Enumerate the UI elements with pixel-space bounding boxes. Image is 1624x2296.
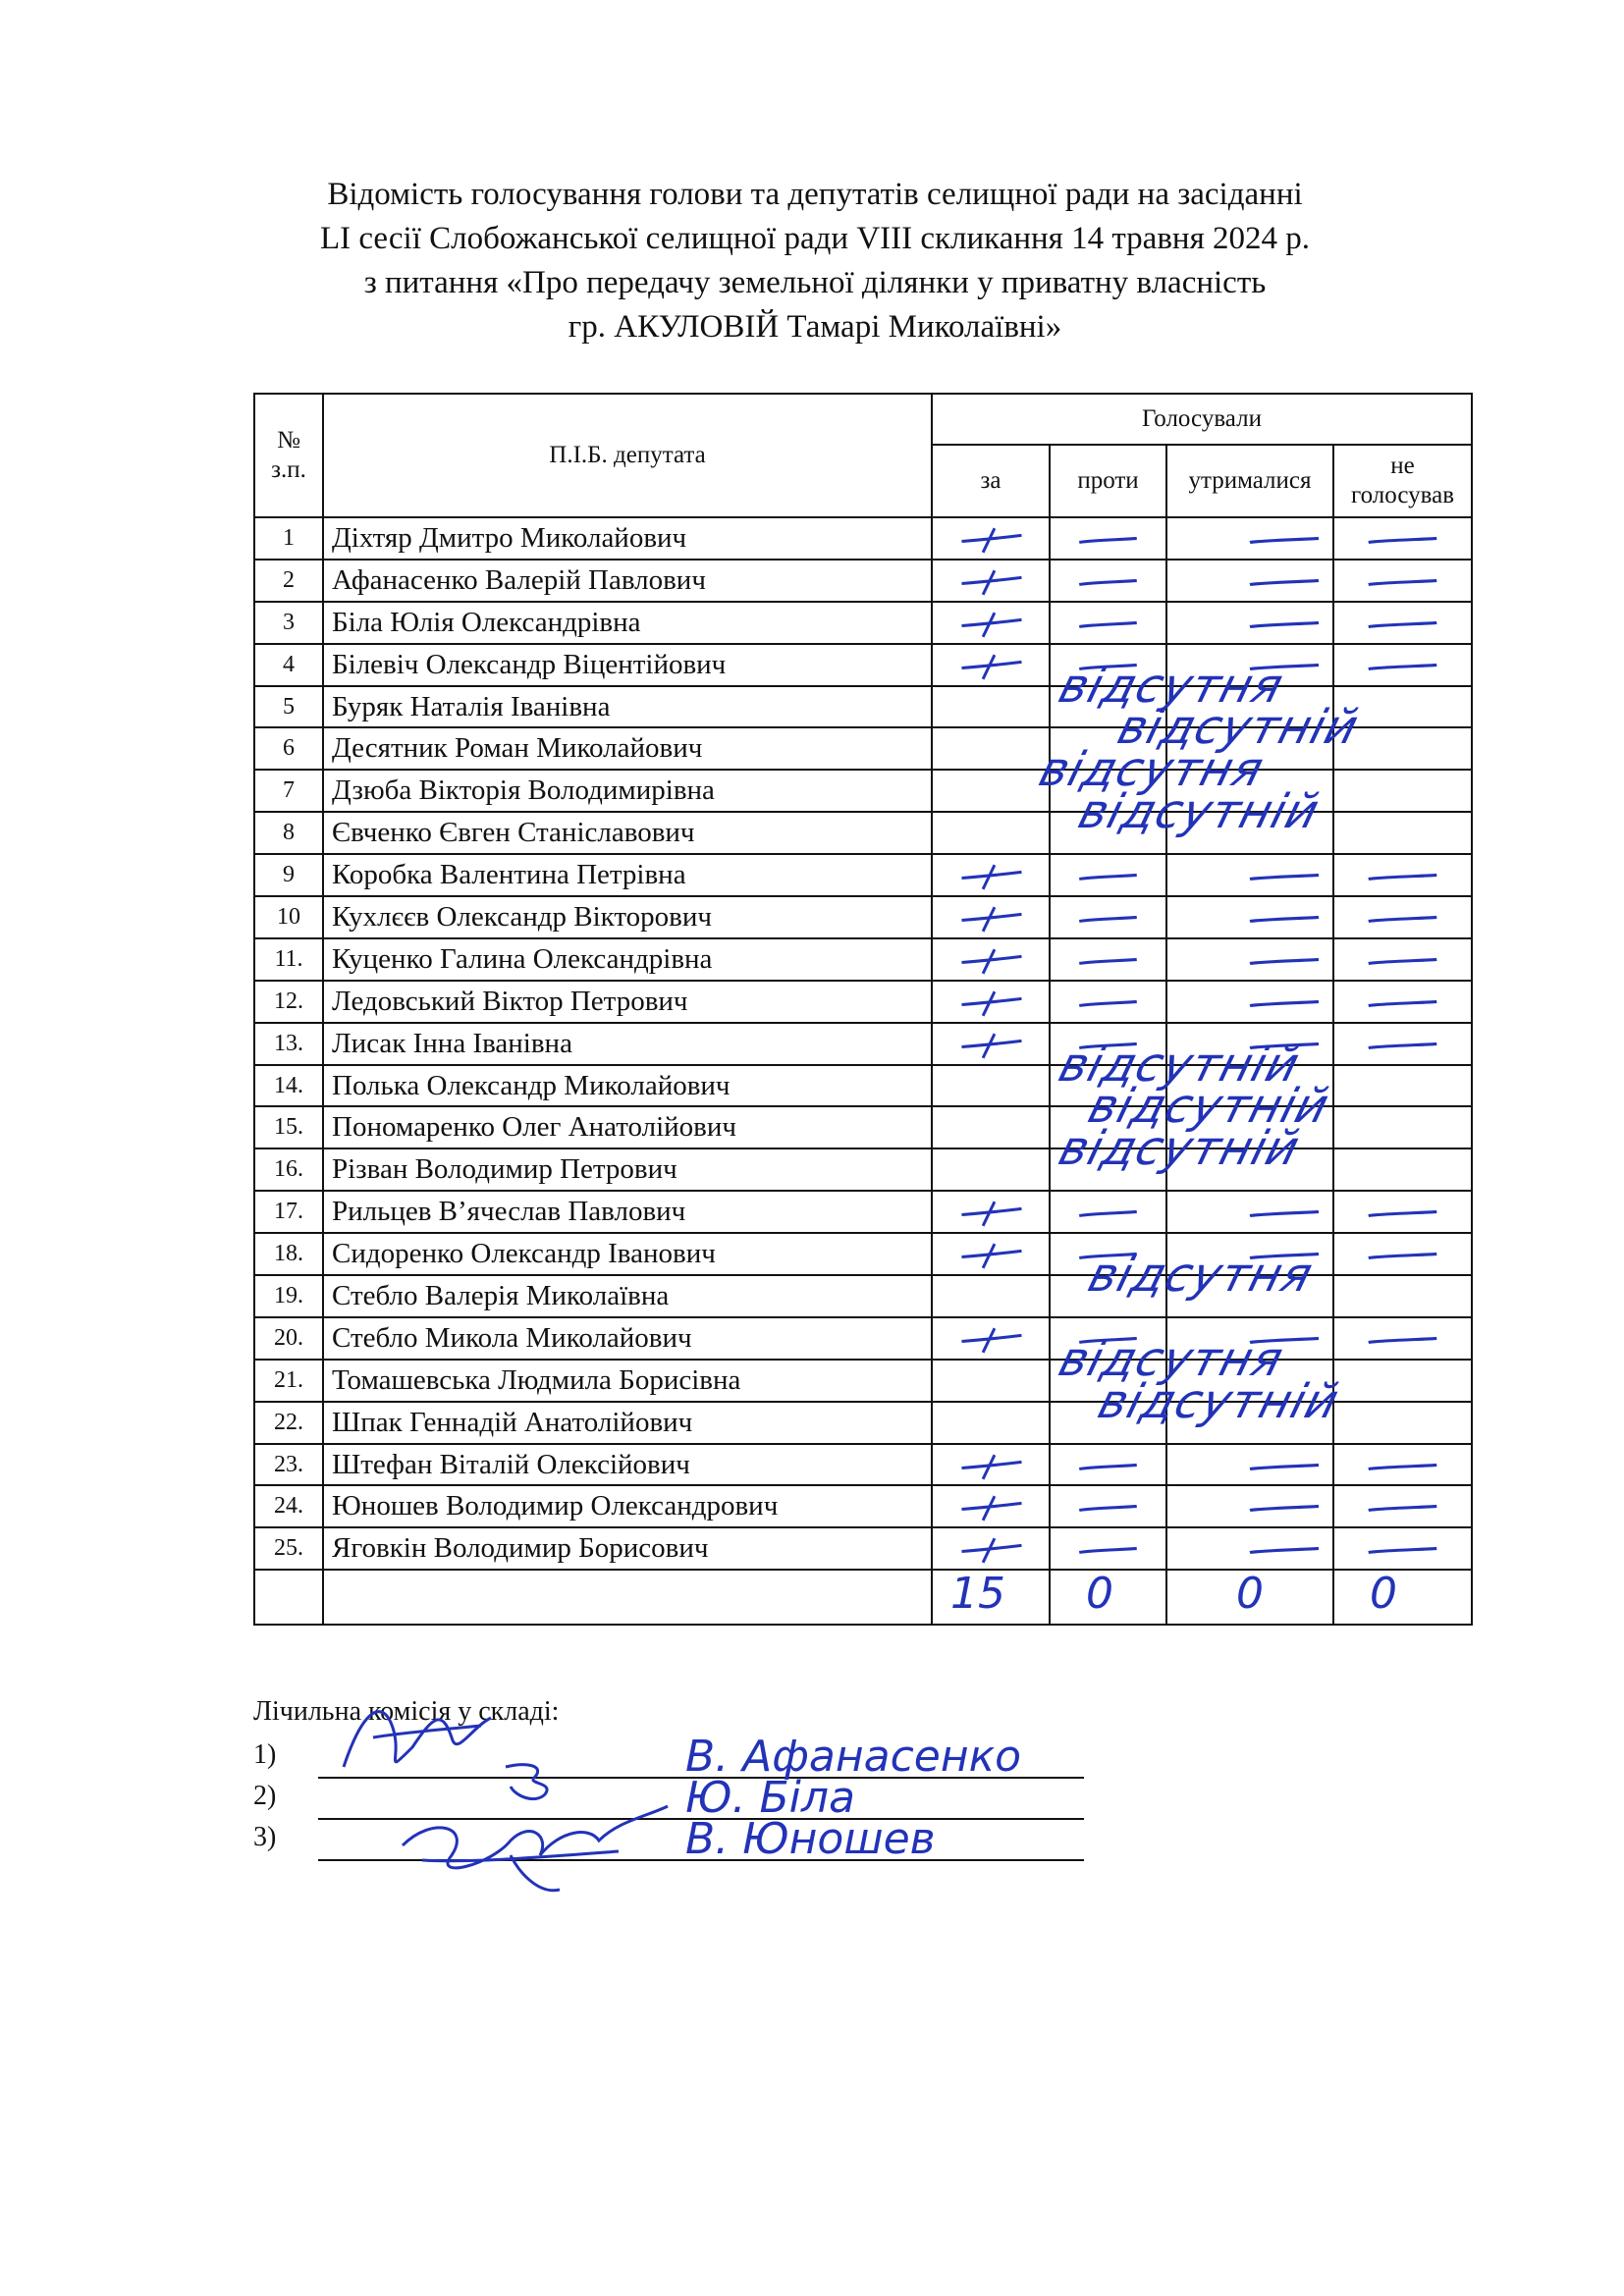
vote-abstained-cell [1166, 981, 1333, 1023]
member-name: В. Юношев [685, 1814, 936, 1864]
vote-against-cell [1050, 1275, 1166, 1317]
dash-mark [1334, 1528, 1471, 1569]
total-abstained [1166, 1570, 1333, 1625]
vote-not-voted-cell [1333, 896, 1472, 938]
dash-mark [1334, 1234, 1471, 1274]
dash-mark [1051, 1486, 1165, 1526]
total-not-voted [1333, 1570, 1472, 1625]
table-row [254, 1275, 1472, 1317]
vote-abstained-cell [1166, 938, 1333, 981]
row-number: 2 [254, 560, 323, 602]
vote-abstained-cell [1166, 1402, 1333, 1444]
title-line-4: гр. АКУЛОВІЙ Тамарі Миколаївні» [568, 309, 1062, 345]
vote-for-cell [932, 1191, 1050, 1233]
deputy-name: Юношев Володимир Олександрович [323, 1485, 932, 1527]
table-row [254, 770, 1472, 812]
vote-not-voted-cell [1333, 1402, 1472, 1444]
vote-against-cell [1050, 896, 1166, 938]
absent-note: відсутня [1082, 1248, 1320, 1304]
plus-mark [933, 982, 1049, 1022]
vote-for-cell [932, 1065, 1050, 1107]
deputy-name: Афанасенко Валерій Павлович [323, 560, 932, 602]
plus-mark [933, 855, 1049, 895]
dash-mark [1167, 855, 1332, 895]
totals-number-cell [254, 1570, 323, 1625]
vote-for-cell [932, 1444, 1050, 1486]
vote-abstained-cell [1166, 560, 1333, 602]
row-number: 18. [254, 1233, 323, 1275]
vote-against-cell [1050, 602, 1166, 644]
total-abstained-value: 0 [1236, 1569, 1264, 1620]
row-number: 24. [254, 1485, 323, 1527]
table-row [254, 1485, 1472, 1527]
vote-not-voted-cell [1333, 854, 1472, 896]
vote-not-voted-cell [1333, 1485, 1472, 1527]
dash-mark [1167, 1234, 1332, 1274]
vote-abstained-cell [1166, 1191, 1333, 1233]
dash-mark [1334, 518, 1471, 559]
deputy-name: Кухлєєв Олександр Вікторович [323, 896, 932, 938]
total-not-voted-value: 0 [1370, 1569, 1397, 1620]
row-number: 7 [254, 770, 323, 812]
dash-mark [1167, 561, 1332, 601]
deputy-name: Рильцев В’ячеслав Павлович [323, 1191, 932, 1233]
table-row [254, 602, 1472, 644]
absent-note: відсутня [1053, 1331, 1290, 1387]
totals-row [254, 1570, 1472, 1625]
dash-mark [1051, 982, 1165, 1022]
deputy-name: Стебло Валерія Миколаївна [323, 1275, 932, 1317]
deputy-name: Пономаренко Олег Анатолійович [323, 1106, 932, 1148]
vote-not-voted-cell [1333, 1360, 1472, 1402]
vote-for-cell [932, 1233, 1050, 1275]
vote-abstained-cell [1166, 602, 1333, 644]
vote-not-voted-cell [1333, 812, 1472, 854]
row-number: 9 [254, 854, 323, 896]
row-number: 16. [254, 1148, 323, 1191]
vote-abstained-cell [1166, 1233, 1333, 1275]
table-row [254, 560, 1472, 602]
deputy-name: Десятник Роман Миколайович [323, 727, 932, 770]
vote-against-cell [1050, 1148, 1166, 1191]
title-line-2: LI сесії Слобожанської селищної ради VIII скликання 14 травня 2024 р. [319, 221, 1310, 256]
vote-for-cell [932, 644, 1050, 686]
deputy-name: Штефан Віталій Олексійович [323, 1444, 932, 1486]
plus-mark [933, 1024, 1049, 1064]
dash-mark [1167, 645, 1332, 685]
document-title [245, 173, 1384, 349]
dash-mark [1051, 1234, 1165, 1274]
total-against [1050, 1570, 1166, 1625]
dash-mark [1051, 1318, 1165, 1359]
plus-mark [933, 1445, 1049, 1485]
row-number: 5 [254, 686, 323, 728]
table-row [254, 812, 1472, 854]
vote-for-cell [932, 896, 1050, 938]
dash-mark [1051, 645, 1165, 685]
vote-for-cell [932, 560, 1050, 602]
row-number: 22. [254, 1402, 323, 1444]
table-row [254, 1402, 1472, 1444]
vote-abstained-cell [1166, 1527, 1333, 1570]
dash-mark [1334, 982, 1471, 1022]
dash-mark [1167, 1192, 1332, 1232]
dash-mark [1051, 603, 1165, 643]
vote-not-voted-cell [1333, 1317, 1472, 1360]
vote-against-cell [1050, 1527, 1166, 1570]
vote-for-cell [932, 1485, 1050, 1527]
vote-abstained-cell [1166, 686, 1333, 728]
dash-mark [1167, 939, 1332, 980]
table-row [254, 1106, 1472, 1148]
dash-mark [1334, 1318, 1471, 1359]
table-row [254, 854, 1472, 896]
row-number: 11. [254, 938, 323, 981]
table-row [254, 981, 1472, 1023]
row-number: 1 [254, 517, 323, 560]
plus-mark [933, 939, 1049, 980]
table-row [254, 1023, 1472, 1065]
vote-not-voted-cell [1333, 1023, 1472, 1065]
plus-mark [933, 645, 1049, 685]
header-abstained: утрималися [1166, 445, 1333, 517]
deputy-name: Коробка Валентина Петрівна [323, 854, 932, 896]
dash-mark [1334, 1192, 1471, 1232]
vote-against-cell [1050, 1444, 1166, 1486]
vote-against-cell [1050, 686, 1166, 728]
vote-abstained-cell [1166, 1275, 1333, 1317]
vote-for-cell [932, 1402, 1050, 1444]
deputy-name: Полька Олександр Миколайович [323, 1065, 932, 1107]
vote-not-voted-cell [1333, 1275, 1472, 1317]
table-row [254, 727, 1472, 770]
dash-mark [1051, 1192, 1165, 1232]
dash-mark [1051, 518, 1165, 559]
vote-not-voted-cell [1333, 770, 1472, 812]
vote-against-cell [1050, 1023, 1166, 1065]
row-number: 17. [254, 1191, 323, 1233]
vote-not-voted-cell [1333, 602, 1472, 644]
header-against: проти [1050, 445, 1166, 517]
vote-abstained-cell [1166, 1023, 1333, 1065]
deputy-name: Лисак Інна Іванівна [323, 1023, 932, 1065]
vote-abstained-cell [1166, 1360, 1333, 1402]
table-row [254, 896, 1472, 938]
row-number: 23. [254, 1444, 323, 1486]
vote-abstained-cell [1166, 727, 1333, 770]
vote-abstained-cell [1166, 1485, 1333, 1527]
plus-mark [933, 561, 1049, 601]
absent-note: відсутня [1053, 658, 1290, 714]
row-number: 25. [254, 1527, 323, 1570]
plus-mark [933, 1192, 1049, 1232]
vote-abstained-cell [1166, 1444, 1333, 1486]
dash-mark [1334, 1024, 1471, 1064]
deputy-name: Шпак Геннадій Анатолійович [323, 1402, 932, 1444]
vote-against-cell [1050, 1191, 1166, 1233]
dash-mark [1334, 1445, 1471, 1485]
vote-for-cell [932, 727, 1050, 770]
table-row [254, 517, 1472, 560]
row-number: 3 [254, 602, 323, 644]
vote-against-cell [1050, 644, 1166, 686]
deputy-name: Біла Юлія Олександрівна [323, 602, 932, 644]
dash-mark [1167, 1528, 1332, 1569]
vote-abstained-cell [1166, 812, 1333, 854]
table-row [254, 1233, 1472, 1275]
absent-note: відсутній [1111, 700, 1365, 756]
vote-not-voted-cell [1333, 1148, 1472, 1191]
vote-against-cell [1050, 854, 1166, 896]
vote-abstained-cell [1166, 854, 1333, 896]
table-row [254, 1360, 1472, 1402]
absent-note: відсутній [1092, 1373, 1345, 1429]
dash-mark [1167, 518, 1332, 559]
dash-mark [1167, 1024, 1332, 1064]
row-number: 15. [254, 1106, 323, 1148]
vote-not-voted-cell [1333, 644, 1472, 686]
deputy-name: Куценко Галина Олександрівна [323, 938, 932, 981]
voting-table-body [254, 517, 1472, 1570]
vote-for-cell [932, 938, 1050, 981]
vote-against-cell [1050, 517, 1166, 560]
dash-mark [1051, 1445, 1165, 1485]
member-index: 3) [253, 1822, 277, 1852]
vote-against-cell [1050, 1360, 1166, 1402]
plus-mark [933, 1528, 1049, 1569]
row-number: 20. [254, 1317, 323, 1360]
vote-against-cell [1050, 938, 1166, 981]
vote-not-voted-cell [1333, 981, 1472, 1023]
table-row [254, 1317, 1472, 1360]
row-number: 13. [254, 1023, 323, 1065]
vote-against-cell [1050, 560, 1166, 602]
vote-not-voted-cell [1333, 1065, 1472, 1107]
dash-mark [1334, 561, 1471, 601]
row-number: 14. [254, 1065, 323, 1107]
dash-mark [1051, 939, 1165, 980]
plus-mark [933, 603, 1049, 643]
plus-mark [933, 1486, 1049, 1526]
vote-abstained-cell [1166, 770, 1333, 812]
header-number: № з.п. [254, 394, 323, 517]
dash-mark [1051, 897, 1165, 937]
dash-mark [1051, 855, 1165, 895]
dash-mark [1167, 1445, 1332, 1485]
deputy-name: Яговкін Володимир Борисович [323, 1527, 932, 1570]
vote-abstained-cell [1166, 1148, 1333, 1191]
total-for-value: 15 [950, 1569, 1005, 1620]
deputy-name: Ледовський Віктор Петрович [323, 981, 932, 1023]
vote-against-cell [1050, 812, 1166, 854]
deputy-name: Стебло Микола Миколайович [323, 1317, 932, 1360]
member-name: Ю. Біла [685, 1773, 855, 1823]
vote-not-voted-cell [1333, 1444, 1472, 1486]
dash-mark [1167, 897, 1332, 937]
dash-mark [1167, 1318, 1332, 1359]
vote-against-cell [1050, 770, 1166, 812]
table-row [254, 686, 1472, 728]
vote-for-cell [932, 1360, 1050, 1402]
plus-mark [933, 1318, 1049, 1359]
table-row [254, 938, 1472, 981]
vote-for-cell [932, 1317, 1050, 1360]
vote-for-cell [932, 602, 1050, 644]
vote-for-cell [932, 812, 1050, 854]
dash-mark [1334, 939, 1471, 980]
dash-mark [1334, 897, 1471, 937]
vote-against-cell [1050, 1065, 1166, 1107]
deputy-name: Діхтяр Дмитро Миколайович [323, 517, 932, 560]
vote-for-cell [932, 1106, 1050, 1148]
vote-against-cell [1050, 1485, 1166, 1527]
vote-against-cell [1050, 1317, 1166, 1360]
header-for: за [932, 445, 1050, 517]
deputy-name: Різван Володимир Петрович [323, 1148, 932, 1191]
header-not-voted: не голосував [1333, 445, 1472, 517]
row-number: 6 [254, 727, 323, 770]
dash-mark [1167, 1486, 1332, 1526]
dash-mark [1334, 1486, 1471, 1526]
title-line-3: з питання «Про передачу земельної ділянки у приватну власність [363, 265, 1267, 300]
table-row [254, 644, 1472, 686]
dash-mark [1334, 603, 1471, 643]
dash-mark [1167, 603, 1332, 643]
dash-mark [1334, 645, 1471, 685]
absent-note: відсутня [1033, 742, 1271, 798]
title-line-1: Відомість голосування голови та депутатів селищної ради на засіданні [327, 177, 1303, 212]
member-index: 2) [253, 1781, 277, 1811]
commission-heading: Лічильна комісія у складі: [253, 1696, 560, 1727]
absent-note: відсутній [1082, 1079, 1335, 1135]
plus-mark [933, 518, 1049, 559]
vote-for-cell [932, 686, 1050, 728]
row-number: 4 [254, 644, 323, 686]
table-row [254, 1191, 1472, 1233]
signature-1 [324, 1688, 511, 1787]
dash-mark [1051, 561, 1165, 601]
vote-abstained-cell [1166, 644, 1333, 686]
vote-against-cell [1050, 727, 1166, 770]
vote-abstained-cell [1166, 1317, 1333, 1360]
table-row [254, 1527, 1472, 1570]
row-number: 10 [254, 896, 323, 938]
totals-name-cell [323, 1570, 932, 1625]
deputy-name: Буряк Наталія Іванівна [323, 686, 932, 728]
deputy-name: Євченко Євген Станіславович [323, 812, 932, 854]
dash-mark [1167, 982, 1332, 1022]
plus-mark [933, 1234, 1049, 1274]
vote-for-cell [932, 770, 1050, 812]
vote-for-cell [932, 1023, 1050, 1065]
vote-abstained-cell [1166, 1106, 1333, 1148]
deputy-name: Томашевська Людмила Борисівна [323, 1360, 932, 1402]
row-number: 12. [254, 981, 323, 1023]
row-number: 21. [254, 1360, 323, 1402]
deputy-name: Білевіч Олександр Віцентійович [323, 644, 932, 686]
row-number: 8 [254, 812, 323, 854]
vote-not-voted-cell [1333, 1106, 1472, 1148]
header-name: П.І.Б. депутата [323, 394, 932, 517]
vote-for-cell [932, 1275, 1050, 1317]
vote-abstained-cell [1166, 896, 1333, 938]
vote-abstained-cell [1166, 517, 1333, 560]
vote-for-cell [932, 517, 1050, 560]
header-voted: Голосували [932, 394, 1472, 445]
vote-for-cell [932, 1148, 1050, 1191]
dash-mark [1051, 1528, 1165, 1569]
vote-not-voted-cell [1333, 1233, 1472, 1275]
vote-against-cell [1050, 1106, 1166, 1148]
dash-mark [1334, 855, 1471, 895]
absent-note: відсутній [1053, 1037, 1306, 1093]
vote-against-cell [1050, 981, 1166, 1023]
signature-3 [393, 1787, 687, 1904]
total-for [932, 1570, 1050, 1625]
table-row [254, 1444, 1472, 1486]
vote-for-cell [932, 1527, 1050, 1570]
vote-not-voted-cell [1333, 517, 1472, 560]
total-against-value: 0 [1086, 1569, 1113, 1620]
deputy-name: Дзюба Вікторія Володимирівна [323, 770, 932, 812]
vote-for-cell [932, 854, 1050, 896]
vote-for-cell [932, 981, 1050, 1023]
absent-note: відсутній [1053, 1121, 1306, 1177]
vote-not-voted-cell [1333, 1191, 1472, 1233]
vote-against-cell [1050, 1402, 1166, 1444]
vote-not-voted-cell [1333, 560, 1472, 602]
row-number: 19. [254, 1275, 323, 1317]
voting-table [253, 393, 1473, 1626]
vote-not-voted-cell [1333, 727, 1472, 770]
member-name: В. Афанасенко [685, 1732, 1022, 1782]
absent-note: відсутній [1072, 784, 1326, 840]
commission-member-3 [253, 1814, 1137, 1865]
plus-mark [933, 897, 1049, 937]
table-row [254, 1148, 1472, 1191]
vote-not-voted-cell [1333, 1527, 1472, 1570]
member-index: 1) [253, 1739, 277, 1770]
vote-not-voted-cell [1333, 686, 1472, 728]
vote-not-voted-cell [1333, 938, 1472, 981]
vote-against-cell [1050, 1233, 1166, 1275]
table-row [254, 1065, 1472, 1107]
dash-mark [1051, 1024, 1165, 1064]
deputy-name: Сидоренко Олександр Іванович [323, 1233, 932, 1275]
vote-abstained-cell [1166, 1065, 1333, 1107]
